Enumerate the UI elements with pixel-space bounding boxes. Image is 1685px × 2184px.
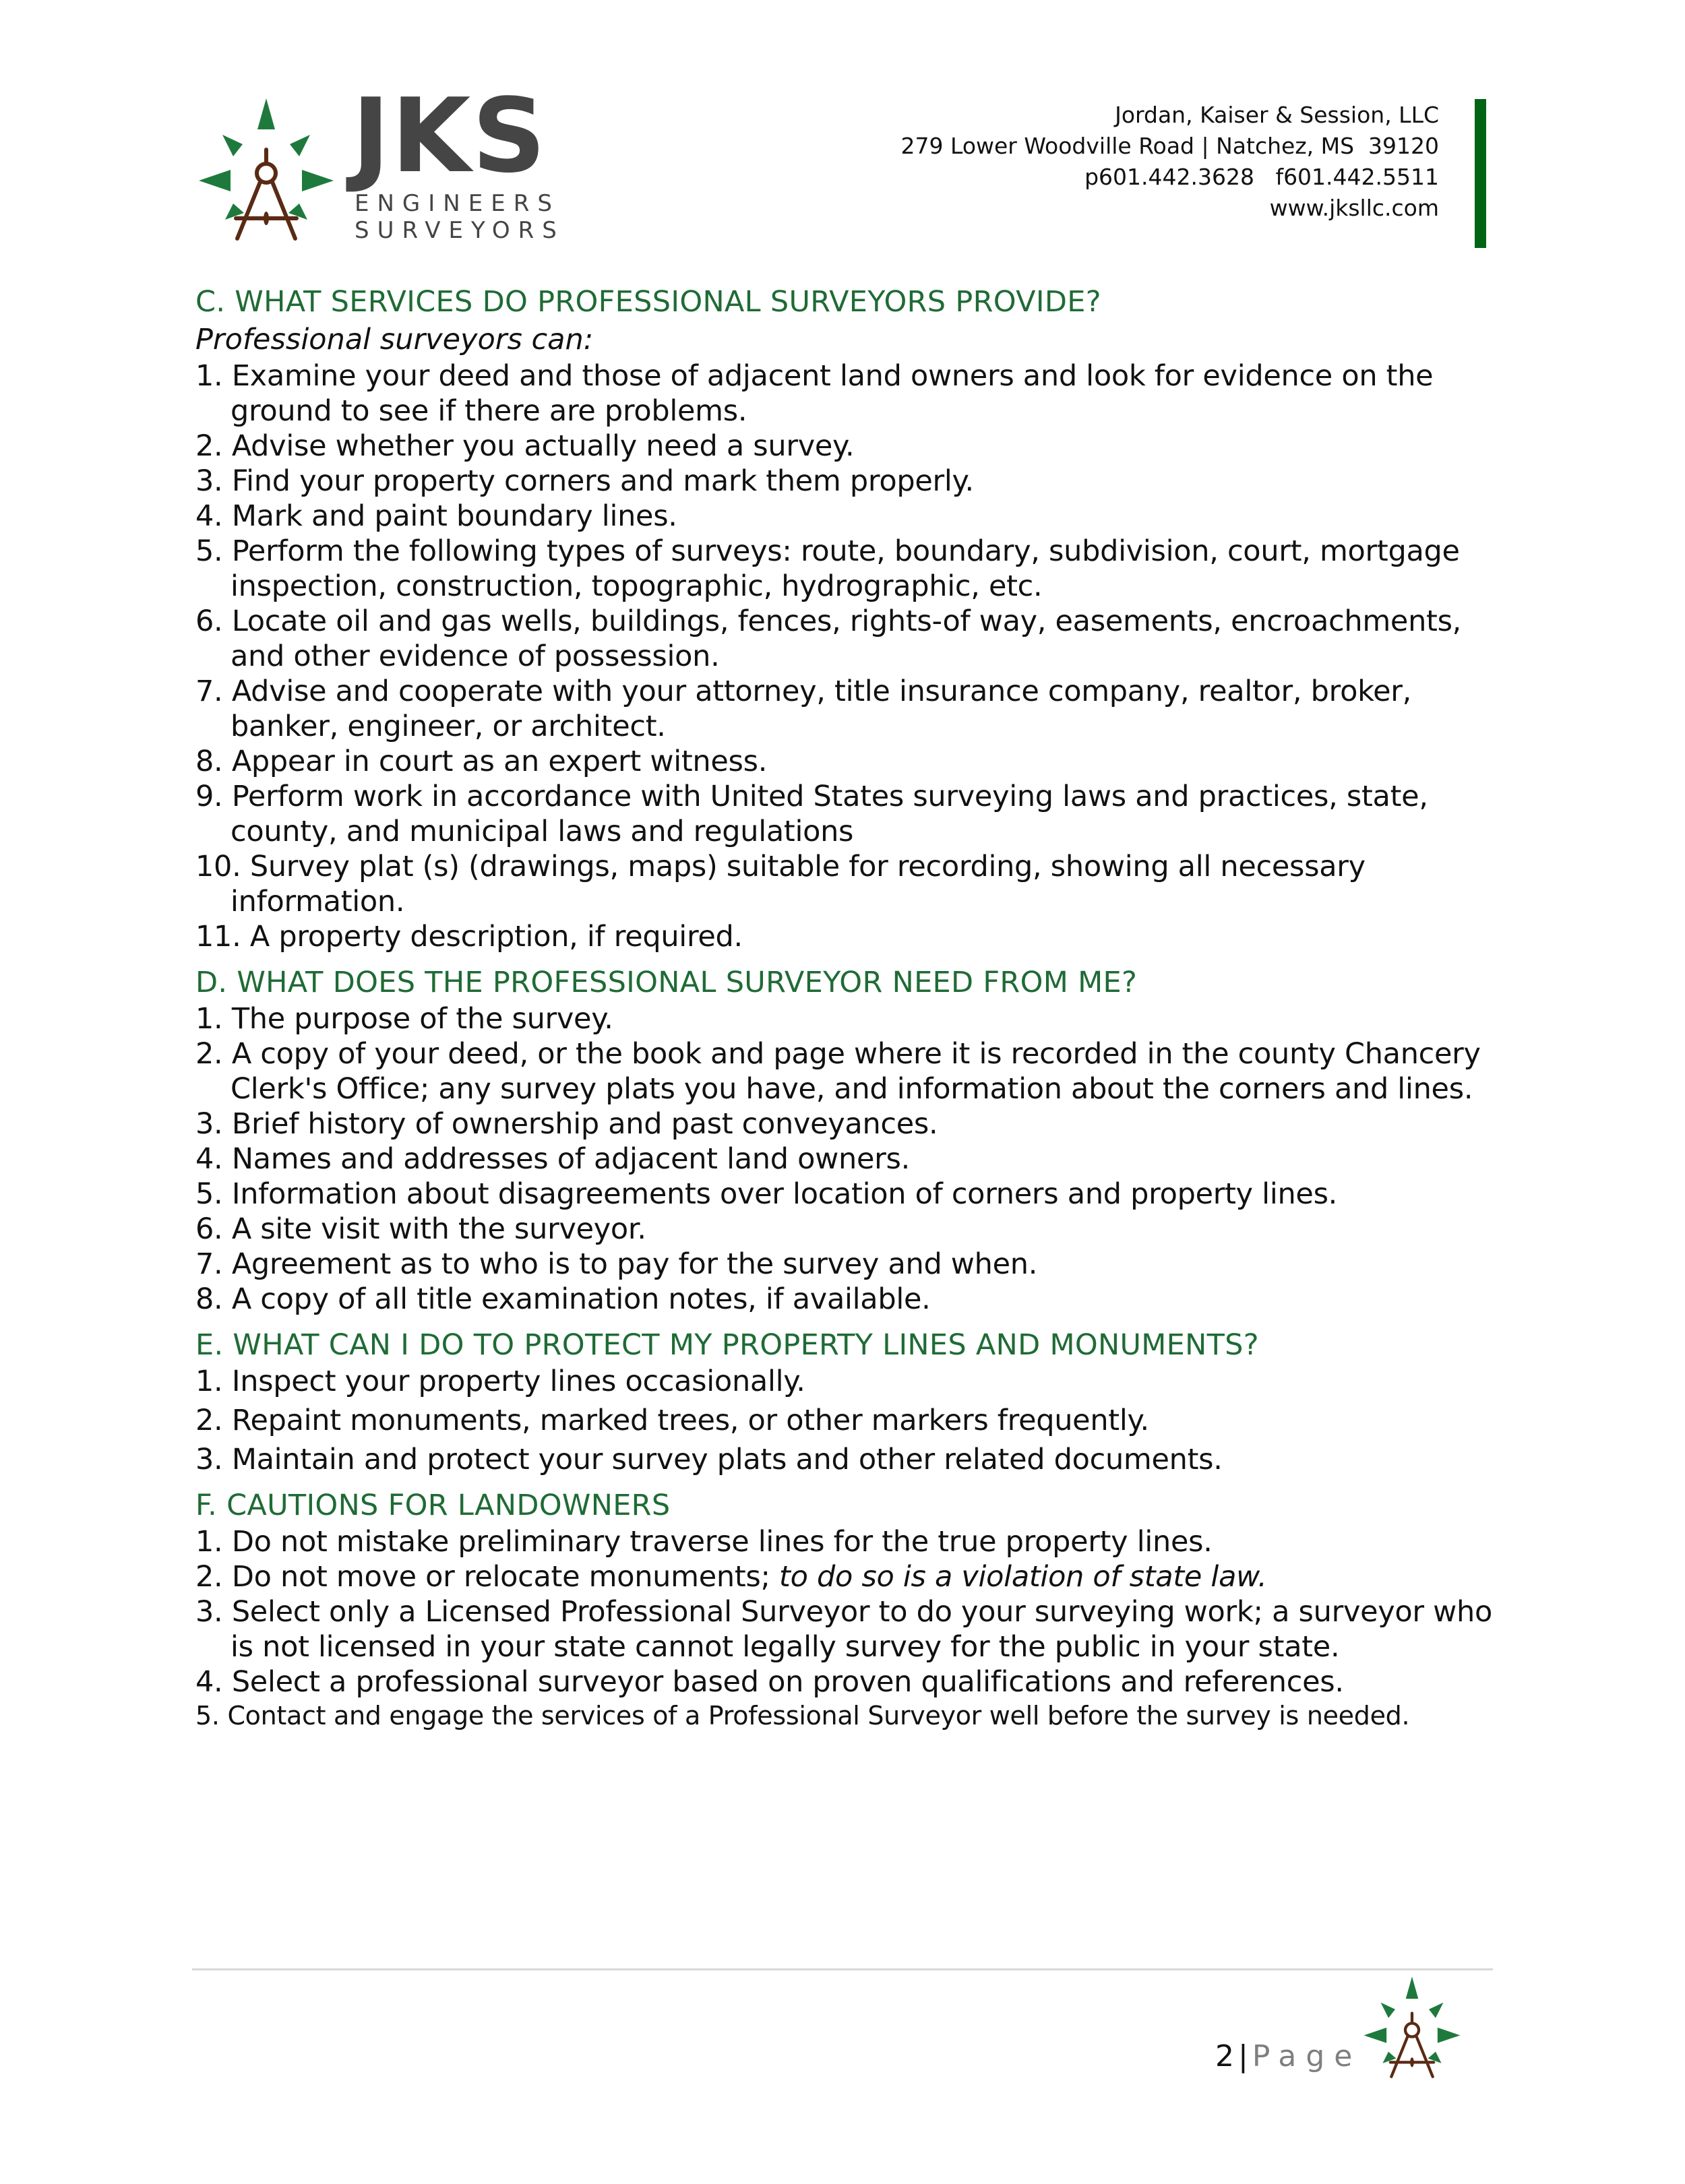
document-body: [195, 283, 1496, 1741]
list-item: 3. Maintain and protect your survey plats and other related documents.: [195, 1443, 1223, 1476]
list-item: 3. Select only a Licensed Professional Surveyor to do your surveying work; a surveyor who is not licensed in your state cannot legally survey for the public in your state.: [195, 1595, 1492, 1664]
logo-tagline-surveyors: SURVEYORS: [355, 217, 565, 244]
list-item: 6. A site visit with the surveyor.: [195, 1212, 646, 1246]
list-item: 3. Brief history of ownership and past conveyances.: [195, 1107, 938, 1141]
section-c: [195, 283, 1496, 954]
list-item: 8. A copy of all title examination notes, if available.: [195, 1282, 931, 1316]
list-item: 7. Agreement as to who is to pay for the survey and when.: [195, 1247, 1038, 1281]
company-name: Jordan, Kaiser & Session, LLC: [1115, 102, 1439, 128]
list-item: 1. Inspect your property lines occasionally.: [195, 1365, 805, 1398]
page-number: [1215, 2039, 1362, 2073]
page-separator: |: [1238, 2039, 1248, 2073]
list-item: 11. A property description, if required.: [195, 920, 743, 954]
logo-wordmark: JKS: [352, 76, 547, 195]
section-heading: E. WHAT CAN I DO TO PROTECT MY PROPERTY LINES AND MONUMENTS?: [195, 1328, 1259, 1362]
compass-star-logo-icon: [1361, 1971, 1463, 2082]
list-item: 1. The purpose of the survey.: [195, 1002, 613, 1036]
list-item: 5. Contact and engage the services of a Professional Surveyor well before the survey is needed.: [195, 1701, 1410, 1730]
company-phones: p601.442.3628 f601.442.5511: [1084, 164, 1439, 190]
list-item: 2. Repaint monuments, marked trees, or other markers frequently.: [195, 1404, 1149, 1437]
section-d: [195, 964, 1496, 1317]
list-item: 2. Do not move or relocate monuments; to do so is a violation of state law.: [195, 1560, 1267, 1594]
section-heading: C. WHAT SERVICES DO PROFESSIONAL SURVEYORS PROVIDE?: [195, 285, 1101, 319]
section-e: [195, 1326, 1496, 1477]
compass-star-logo-icon: [195, 94, 337, 243]
company-website[interactable]: www.jksllc.com: [1269, 195, 1439, 221]
logo-tagline-engineers: ENGINEERS: [355, 190, 560, 217]
footer-divider: [192, 1968, 1493, 1970]
list-item: 3. Find your property corners and mark them properly.: [195, 464, 974, 498]
list-item: 7. Advise and cooperate with your attorney, title insurance company, realtor, broker, banker, engineer, or architect.: [195, 675, 1412, 743]
list-item: 8. Appear in court as an expert witness.: [195, 745, 768, 778]
list-item: 4. Names and addresses of adjacent land owners.: [195, 1142, 910, 1176]
list-item: 5. Information about disagreements over location of corners and property lines.: [195, 1177, 1338, 1211]
section-heading: F. CAUTIONS FOR LANDOWNERS: [195, 1489, 671, 1522]
list-item: 2. A copy of your deed, or the book and page where it is recorded in the county Chancery Clerk's Office; any survey plats you have, and information about the corners and lines.: [195, 1037, 1481, 1106]
list-item: 2. Advise whether you actually need a survey.: [195, 429, 855, 463]
section-list: [195, 358, 1496, 954]
list-item: 4. Mark and paint boundary lines.: [195, 499, 677, 533]
italic-warning: to do so is a violation of state law.: [779, 1560, 1267, 1594]
contact-block: [901, 100, 1439, 224]
section-list: [195, 1001, 1496, 1317]
list-item: 1. Examine your deed and those of adjacent land owners and look for evidence on the ground to see if there are problems.: [195, 359, 1434, 428]
company-address: 279 Lower Woodville Road | Natchez, MS 39120: [900, 133, 1439, 159]
section-list: [195, 1364, 1496, 1477]
section-intro: Professional surveyors can:: [195, 323, 594, 356]
section-f: [195, 1487, 1496, 1732]
list-item: 4. Select a professional surveyor based on proven qualifications and references.: [195, 1665, 1344, 1699]
page-number-value: 2: [1215, 2039, 1234, 2073]
header-accent-bar: [1475, 99, 1486, 248]
list-item: 9. Perform work in accordance with United States surveying laws and practices, state, county, and municipal laws and regulations: [195, 780, 1428, 848]
list-item: 6. Locate oil and gas wells, buildings, fences, rights-of way, easements, encroachments, and other evidence of possession.: [195, 604, 1462, 673]
list-item: 1. Do not mistake preliminary traverse lines for the true property lines.: [195, 1525, 1213, 1559]
section-heading: D. WHAT DOES THE PROFESSIONAL SURVEYOR NEED FROM ME?: [195, 966, 1138, 999]
company-logo: [195, 76, 573, 244]
section-list: [195, 1524, 1496, 1732]
page-label: Page: [1252, 2039, 1362, 2073]
list-item: 10. Survey plat (s) (drawings, maps) suitable for recording, showing all necessary information.: [195, 850, 1366, 918]
list-item: 5. Perform the following types of surveys: route, boundary, subdivision, court, mortgage inspection, construction, topographic, hydrographic, etc.: [195, 534, 1460, 603]
